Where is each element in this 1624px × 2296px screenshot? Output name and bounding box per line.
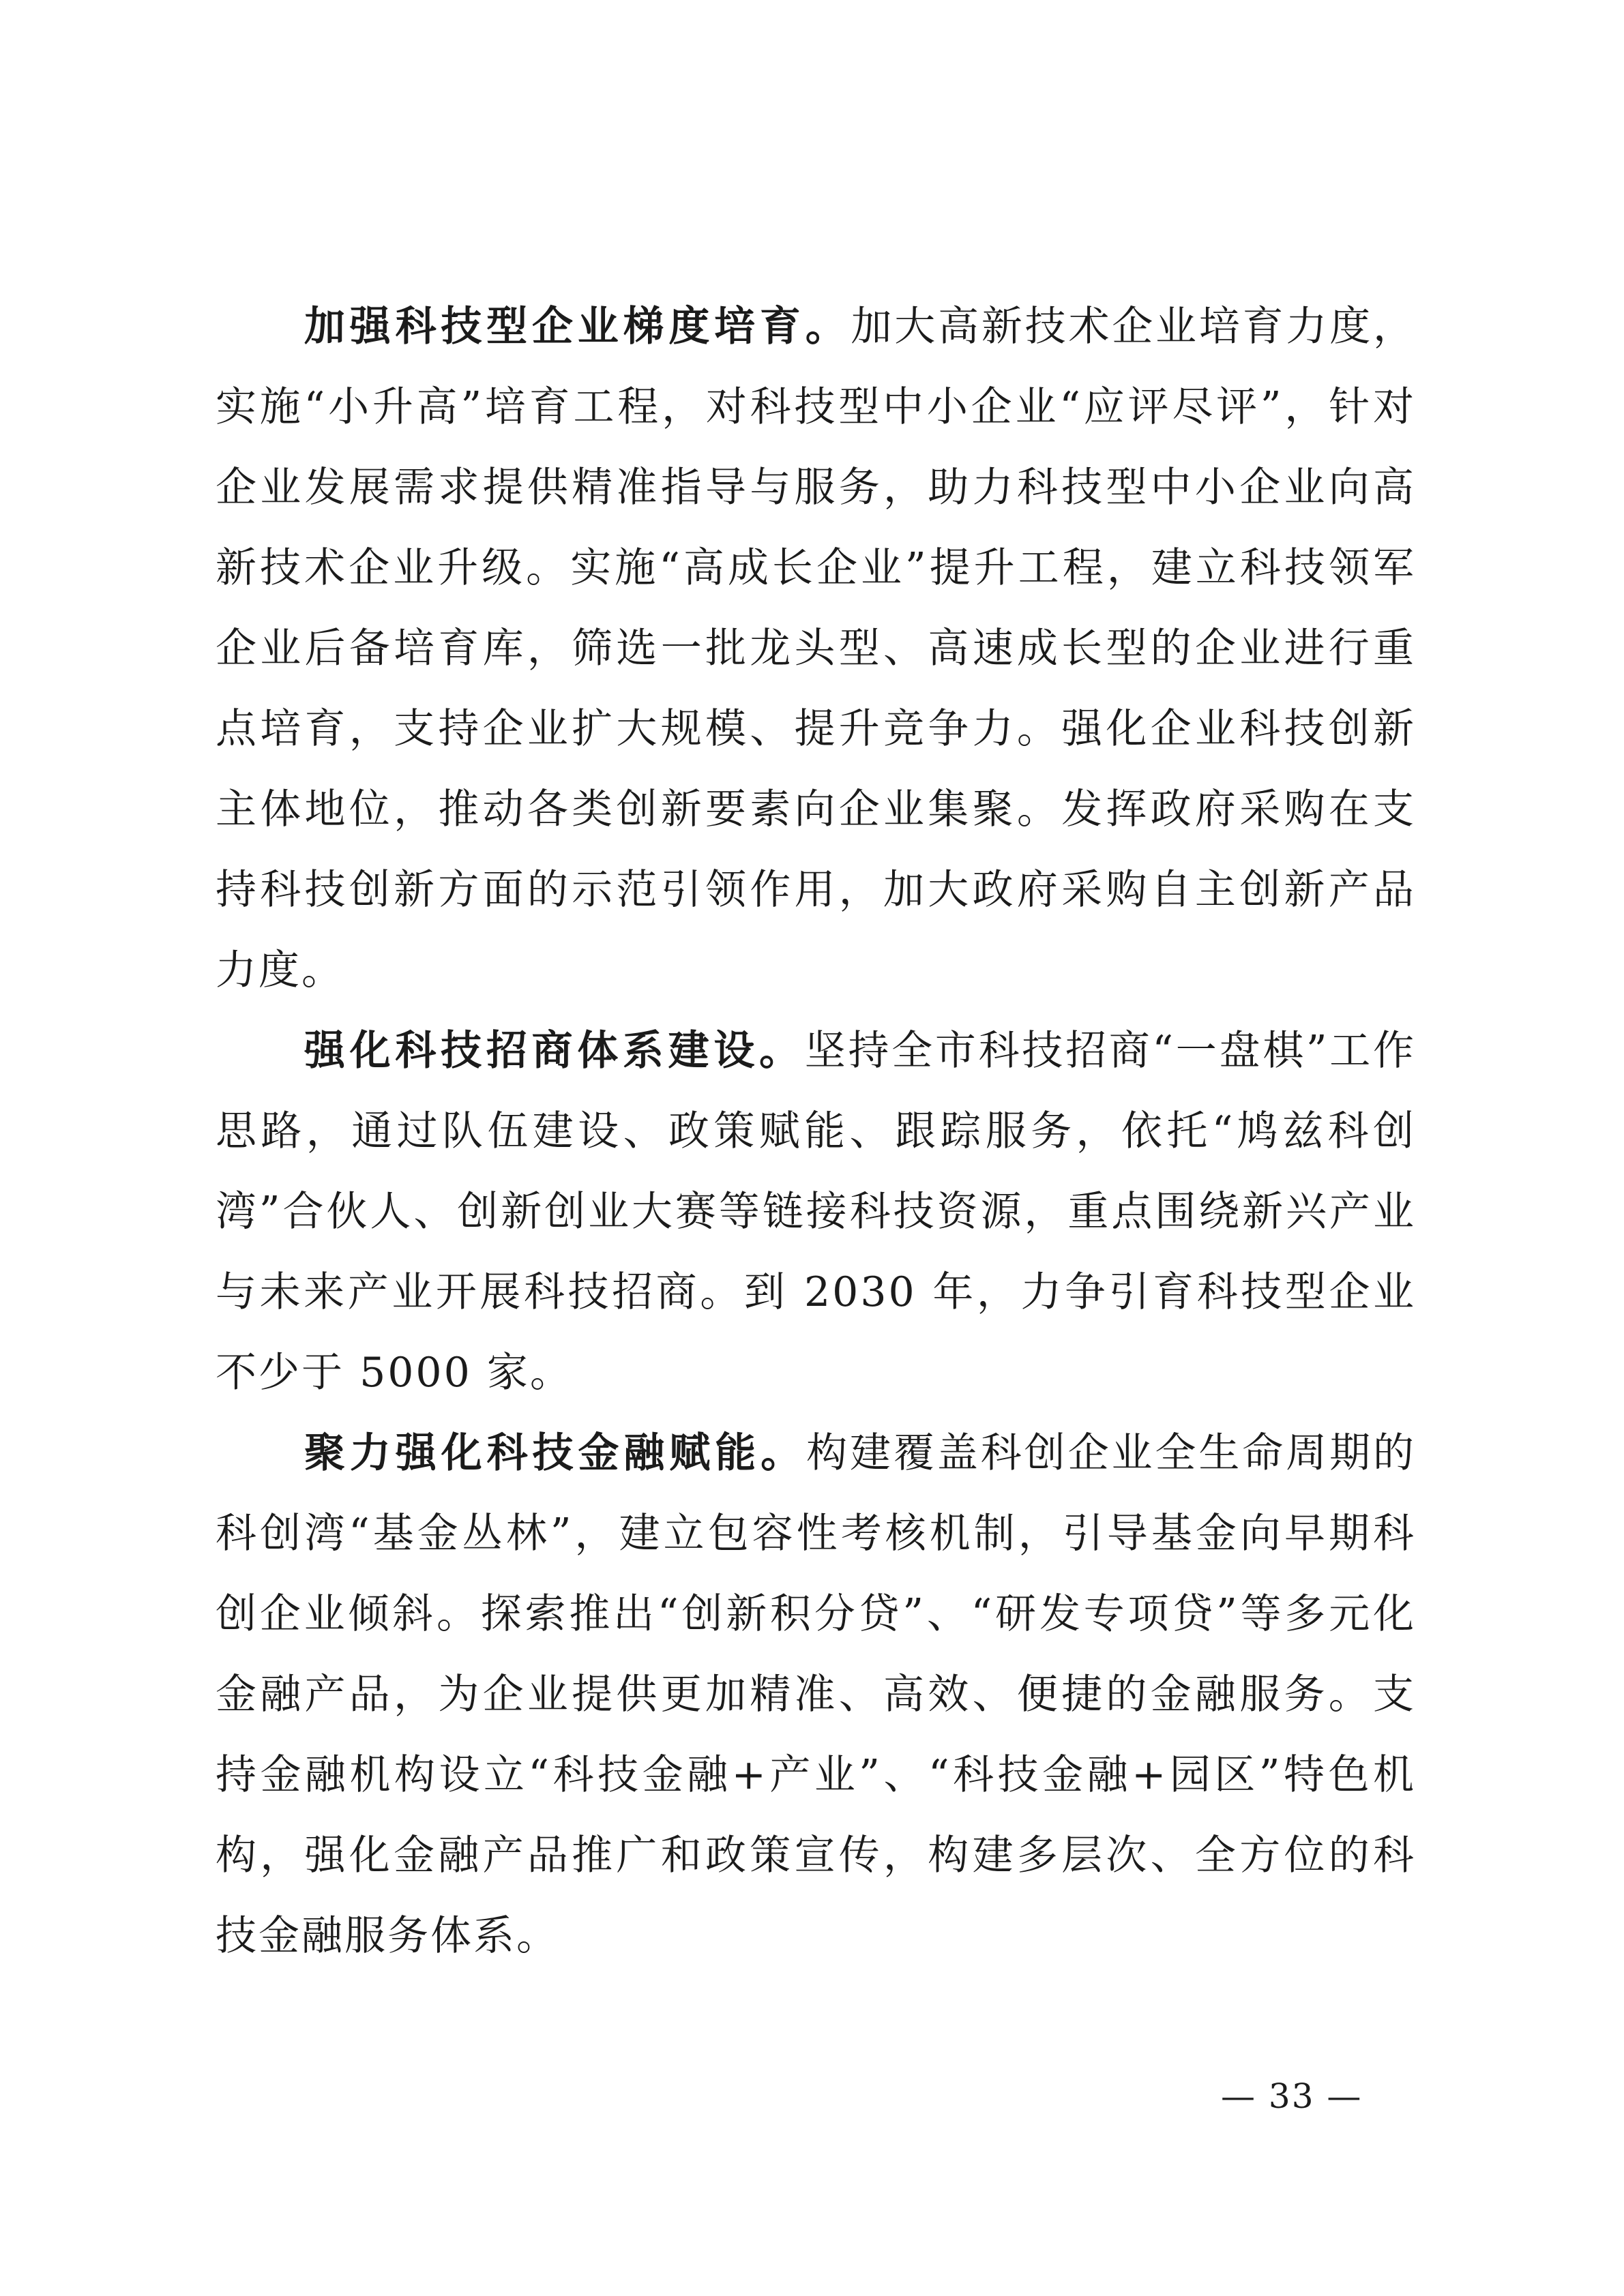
paragraph-lead: 强化科技招商体系建设。: [304, 1027, 805, 1075]
paragraph-text: 坚持全市科技招商“一盘棋”工作思路，通过队伍建设、政策赋能、跟踪服务，依托“鸠兹科创湾”合伙人、创新创业大赛等链接科技资源，重点围绕新兴产业与未来产业开展科技招商。到 2030 年，力争引育科技型企业不少于 5000 家。: [216, 1027, 1416, 1397]
document-body: [216, 286, 1416, 1976]
paragraph-lead: 聚力强化科技金融赋能。: [304, 1429, 807, 1477]
paragraph-lead: 加强科技型企业梯度培育。: [304, 303, 851, 351]
paragraph-finance-empowerment: [216, 1413, 1416, 1976]
paragraph-text: 加大高新技术企业培育力度，实施“小升高”培育工程，对科技型中小企业“应评尽评”，针对企业发展需求提供精准指导与服务，助力科技型中小企业向高新技术企业升级。实施“高成长企业”提升工程，建立科技领军企业后备培育库，筛选一批龙头型、高速成长型的企业进行重点培育，支持企业扩大规模、提升竞争力。强化企业科技创新主体地位，推动各类创新要素向企业集聚。发挥政府采购在支持科技创新方面的示范引领作用，加大政府采购自主创新产品力度。: [216, 303, 1416, 994]
paragraph-enterprise-cultivation: [216, 286, 1416, 1011]
page-number: — 33 —: [1221, 2076, 1363, 2116]
paragraph-investment-system: [216, 1011, 1416, 1413]
paragraph-text: 构建覆盖科创企业全生命周期的科创湾“基金丛林”，建立包容性考核机制，引导基金向早期科创企业倾斜。探索推出“创新积分贷”、“研发专项贷”等多元化金融产品，为企业提供更加精准、高效、便捷的金融服务。支持金融机构设立“科技金融+产业”、“科技金融+园区”特色机构，强化金融产品推广和政策宣传，构建多层次、全方位的科技金融服务体系。: [216, 1429, 1417, 1960]
